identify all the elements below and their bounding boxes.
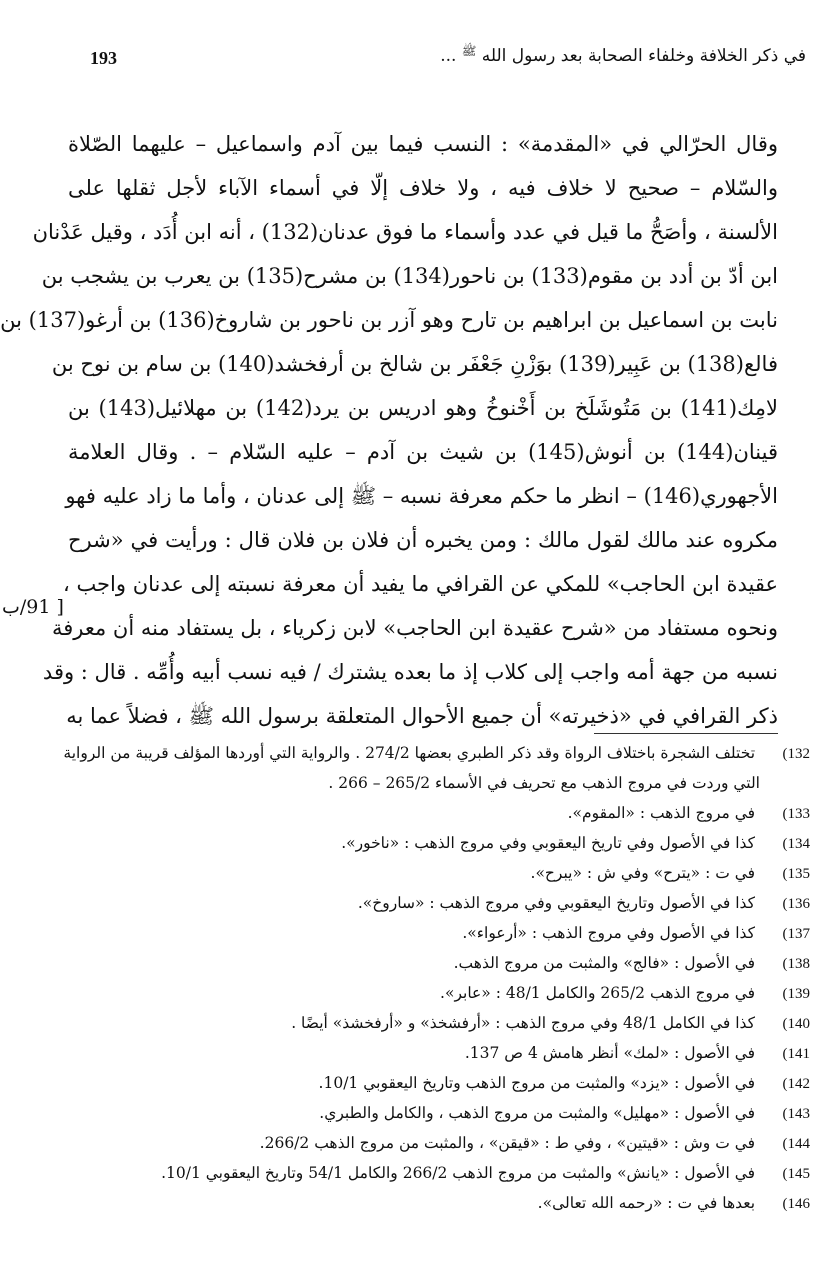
footnote bbox=[80, 1038, 810, 1068]
text-line: والسّلام – صحيح لا خلاف فيه ، ولا خلاف إلّا في أسماء الآباء لأجل ثقلها على bbox=[68, 176, 778, 200]
footnote-text: في الأصول : «لمك» أنظر هامش 4 ص 137. bbox=[464, 1044, 756, 1062]
footnote bbox=[80, 948, 810, 978]
footnote-text: بعدها في ت : «رحمه الله تعالى». bbox=[537, 1194, 756, 1212]
footnote-number: 141) bbox=[782, 1046, 810, 1062]
footnote-number: 137) bbox=[782, 926, 810, 942]
footnote-number: 145) bbox=[782, 1166, 810, 1182]
footnote-text: في الأصول : «فالج» والمثبت من مروج الذهب. bbox=[453, 954, 756, 972]
text-line: الألسنة ، وأصَحُّ ما قيل في عدد وأسماء ما فوق عدنان(132) ، أنه ابن أُدَد ، وقيل عَدْنان bbox=[32, 220, 778, 244]
running-title-ellipsis: ... bbox=[440, 46, 457, 66]
text-line: ابن أدّ بن أدد بن مقوم(133) بن ناحور(134) بن مشرح(135) بن يعرب بن يشجب بن bbox=[41, 264, 778, 288]
footnote bbox=[80, 918, 810, 948]
footnote bbox=[80, 888, 810, 918]
footnote-number: 143) bbox=[782, 1106, 810, 1122]
footnote-text: كذا في الأصول وفي تاريخ اليعقوبي وفي مروج الذهب : «ناخور». bbox=[341, 834, 756, 852]
text-line: ذكر القرافي في «ذخيرته» أن جميع الأحوال المتعلقة برسول الله ﷺ ، فضلاً عما به bbox=[66, 704, 778, 728]
text-line: ونحوه مستفاد من «شرح عقيدة ابن الحاجب» لابن زكرياء ، بل يستفاد منه أن معرفة bbox=[51, 616, 778, 640]
manuscript-folio-marker: [ 91/ب bbox=[2, 596, 64, 618]
running-title-text: في ذكر الخلافة وخلفاء الصحابة بعد رسول الله bbox=[481, 46, 806, 66]
footnote bbox=[80, 858, 810, 888]
text-line: وقال الحرّالي في «المقدمة» : النسب فيما بين آدم واسماعيل – عليهما الصّلاة bbox=[68, 132, 778, 156]
footnote-number: 132) bbox=[782, 746, 810, 762]
footnote bbox=[80, 1128, 810, 1158]
footnote-text: في مروج الذهب 265/2 والكامل 48/1 : «عابر». bbox=[440, 984, 756, 1002]
footnote bbox=[80, 978, 810, 1008]
footnote-number: 144) bbox=[782, 1136, 810, 1152]
footnote-number: 134) bbox=[782, 836, 810, 852]
text-line: مكروه عند مالك لقول مالك : ومن يخبره أن فلان بن فلان قال : ورأيت في «شرح bbox=[68, 528, 778, 552]
footnote-text: تختلف الشجرة باختلاف الرواة وقد ذكر الطبري بعضها 274/2 . والرواية التي أوردها المؤلف قريبة من الرواية bbox=[63, 744, 756, 762]
footnote bbox=[80, 1158, 810, 1188]
running-title bbox=[440, 44, 806, 66]
footnote-text: كذا في الأصول وفي مروج الذهب : «أرعواء». bbox=[462, 924, 756, 942]
footnote-text: في ت وش : «قيتين» ، وفي ط : «قيقن» ، والمثبت من مروج الذهب 266/2. bbox=[259, 1134, 756, 1152]
footnote bbox=[80, 1098, 810, 1128]
text-line: الأجهوري(146) – انظر ما حكم معرفة نسبه – ﷺ إلى عدنان ، وأما ما زاد عليه فهو bbox=[65, 484, 778, 508]
footnote-text: في الأصول : «يانش» والمثبت من مروج الذهب 266/2 والكامل 54/1 وتاريخ اليعقوبي 10/1. bbox=[161, 1164, 756, 1182]
text-line: عقيدة ابن الحاجب» للمكي عن القرافي ما يفيد أن معرفة نسبته إلى عدنان واجب ، bbox=[62, 572, 778, 596]
footnote-number: 136) bbox=[782, 896, 810, 912]
footnote bbox=[80, 798, 810, 828]
footnotes bbox=[63, 738, 810, 1218]
footnote-divider bbox=[594, 733, 778, 734]
footnote-text: كذا في الأصول وتاريخ اليعقوبي وفي مروج الذهب : «ساروخ». bbox=[357, 894, 756, 912]
footnote bbox=[80, 828, 810, 858]
page-number: 193 bbox=[90, 48, 117, 68]
footnote-number: 133) bbox=[782, 806, 810, 822]
pbuh-glyph: ﷺ bbox=[461, 44, 477, 58]
footnote-number: 135) bbox=[782, 866, 810, 882]
footnote-number: 139) bbox=[782, 986, 810, 1002]
footnote bbox=[63, 738, 810, 768]
footnote bbox=[80, 1188, 810, 1218]
footnote-text: في الأصول : «يزد» والمثبت من مروج الذهب وتاريخ اليعقوبي 10/1. bbox=[318, 1074, 756, 1092]
footnote-number: 140) bbox=[782, 1016, 810, 1032]
text-line: فالع(138) بن عَبِير(139) بوَزْنِ جَعْفَر بن شالخ بن أرفخشد(140) بن سام بن نوح بن bbox=[51, 352, 778, 376]
footnote-text: في مروج الذهب : «المقوم». bbox=[567, 804, 756, 822]
footnote-number: 138) bbox=[782, 956, 810, 972]
page-header bbox=[78, 44, 806, 80]
text-line: نابت بن اسماعيل بن ابراهيم بن تارح وهو آزر بن ناحور بن شاروخ(136) بن أرغو(137) بن bbox=[0, 308, 778, 332]
footnote-number: 142) bbox=[782, 1076, 810, 1092]
text-line: قينان(144) بن أنوش(145) بن شيث بن آدم – عليه السّلام – . وقال العلامة bbox=[68, 440, 778, 464]
text-line: لامِك(141) بن مَتُوشَلَخ بن أَخْنوخُ وهو ادريس بن يرد(142) بن مهلائيل(143) بن bbox=[68, 396, 779, 420]
text-line: نسبه من جهة أمه واجب إلى كلاب إذ ما بعده يشترك / فيه نسب أبيه وأُمِّه . قال : وقد bbox=[42, 660, 778, 684]
footnote-continuation: التي وردت في مروج الذهب مع تحريف في الأسماء 265/2 – 266 . bbox=[328, 774, 760, 792]
footnote-number: 146) bbox=[782, 1196, 810, 1212]
footnote bbox=[80, 1068, 810, 1098]
footnote-text: في الأصول : «مهليل» والمثبت من مروج الذهب ، والكامل والطبري. bbox=[319, 1104, 756, 1122]
footnote-text: كذا في الكامل 48/1 وفي مروج الذهب : «أرفشخذ» و «أرفخشذ» أيضًا . bbox=[291, 1014, 756, 1032]
footnote bbox=[80, 1008, 810, 1038]
footnote-text: في ت : «يترح» وفي ش : «يبرح». bbox=[530, 864, 756, 882]
